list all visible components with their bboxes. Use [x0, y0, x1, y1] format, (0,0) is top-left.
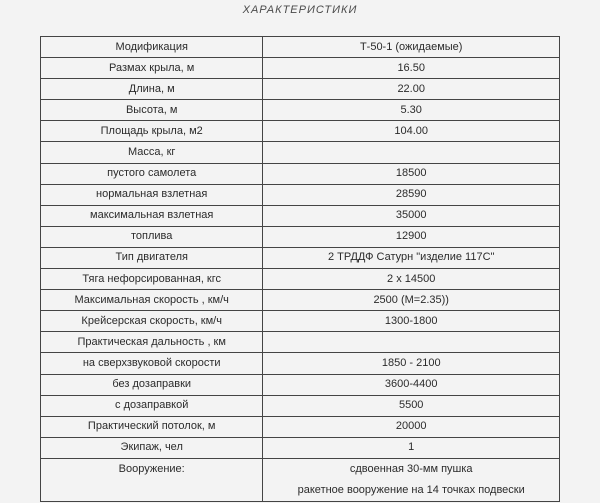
row-value: 35000 — [263, 205, 560, 226]
row-label: Масса, кг — [41, 142, 263, 163]
row-value: 22.00 — [263, 79, 560, 100]
table-row — [41, 332, 560, 353]
table-row — [41, 79, 560, 100]
row-label: нормальная взлетная — [41, 184, 263, 205]
row-label: Экипаж, чел — [41, 437, 263, 458]
row-value: 2500 (М=2.35)) — [263, 290, 560, 311]
row-label: Практический потолок, м — [41, 416, 263, 437]
table-row — [41, 226, 560, 247]
page-title: ХАРАКТЕРИСТИКИ — [242, 4, 358, 16]
spec-table — [40, 36, 560, 502]
row-label: Модификация — [41, 37, 263, 58]
table-row — [41, 184, 560, 205]
row-value: 5500 — [263, 395, 560, 416]
row-value: 1300-1800 — [263, 311, 560, 332]
row-label: Вооружение: — [41, 458, 263, 501]
row-label: с дозаправкой — [41, 395, 263, 416]
row-value: 1850 - 2100 — [263, 353, 560, 374]
table-row — [41, 437, 560, 458]
row-label: Высота, м — [41, 100, 263, 121]
row-label: без дозаправки — [41, 374, 263, 395]
table-row — [41, 142, 560, 163]
armament-value — [263, 458, 560, 501]
row-value: Т-50-1 (ожидаемые) — [263, 37, 560, 58]
table-row — [41, 58, 560, 79]
row-label: на сверхзвуковой скорости — [41, 353, 263, 374]
table-row — [41, 416, 560, 437]
row-label: Тяга нефорсированная, кгс — [41, 269, 263, 290]
armament-line: ракетное вооружение на 14 точках подвески — [297, 483, 525, 496]
table-row — [41, 395, 560, 416]
table-row — [41, 100, 560, 121]
table-row — [41, 374, 560, 395]
row-value: 20000 — [263, 416, 560, 437]
row-value: 1 — [263, 437, 560, 458]
row-label: Размах крыла, м — [41, 58, 263, 79]
row-label: Тип двигателя — [41, 247, 263, 268]
row-value: 28590 — [263, 184, 560, 205]
table-row — [41, 247, 560, 268]
table-row — [41, 290, 560, 311]
row-value: 2 ТРДДФ Сатурн "изделие 117С" — [263, 247, 560, 268]
row-value — [263, 142, 560, 163]
armament-line: сдвоенная 30-мм пушка — [349, 462, 473, 475]
row-value: 5.30 — [263, 100, 560, 121]
row-value: 16.50 — [263, 58, 560, 79]
row-label: Крейсерская скорость, км/ч — [41, 311, 263, 332]
table-row — [41, 269, 560, 290]
row-value — [263, 332, 560, 353]
row-value: 2 х 14500 — [263, 269, 560, 290]
row-label: Практическая дальность , км — [41, 332, 263, 353]
table-row — [41, 121, 560, 142]
row-value: 18500 — [263, 163, 560, 184]
row-label: максимальная взлетная — [41, 205, 263, 226]
table-row — [41, 311, 560, 332]
table-row — [41, 353, 560, 374]
table-row-armament — [41, 458, 560, 501]
table-row — [41, 205, 560, 226]
row-label: пустого самолета — [41, 163, 263, 184]
row-label: Длина, м — [41, 79, 263, 100]
row-value: 104.00 — [263, 121, 560, 142]
table-row — [41, 163, 560, 184]
row-label: Площадь крыла, м2 — [41, 121, 263, 142]
row-label: Максимальная скорость , км/ч — [41, 290, 263, 311]
table-row — [41, 37, 560, 58]
row-value: 3600-4400 — [263, 374, 560, 395]
row-label: топлива — [41, 226, 263, 247]
row-value: 12900 — [263, 226, 560, 247]
